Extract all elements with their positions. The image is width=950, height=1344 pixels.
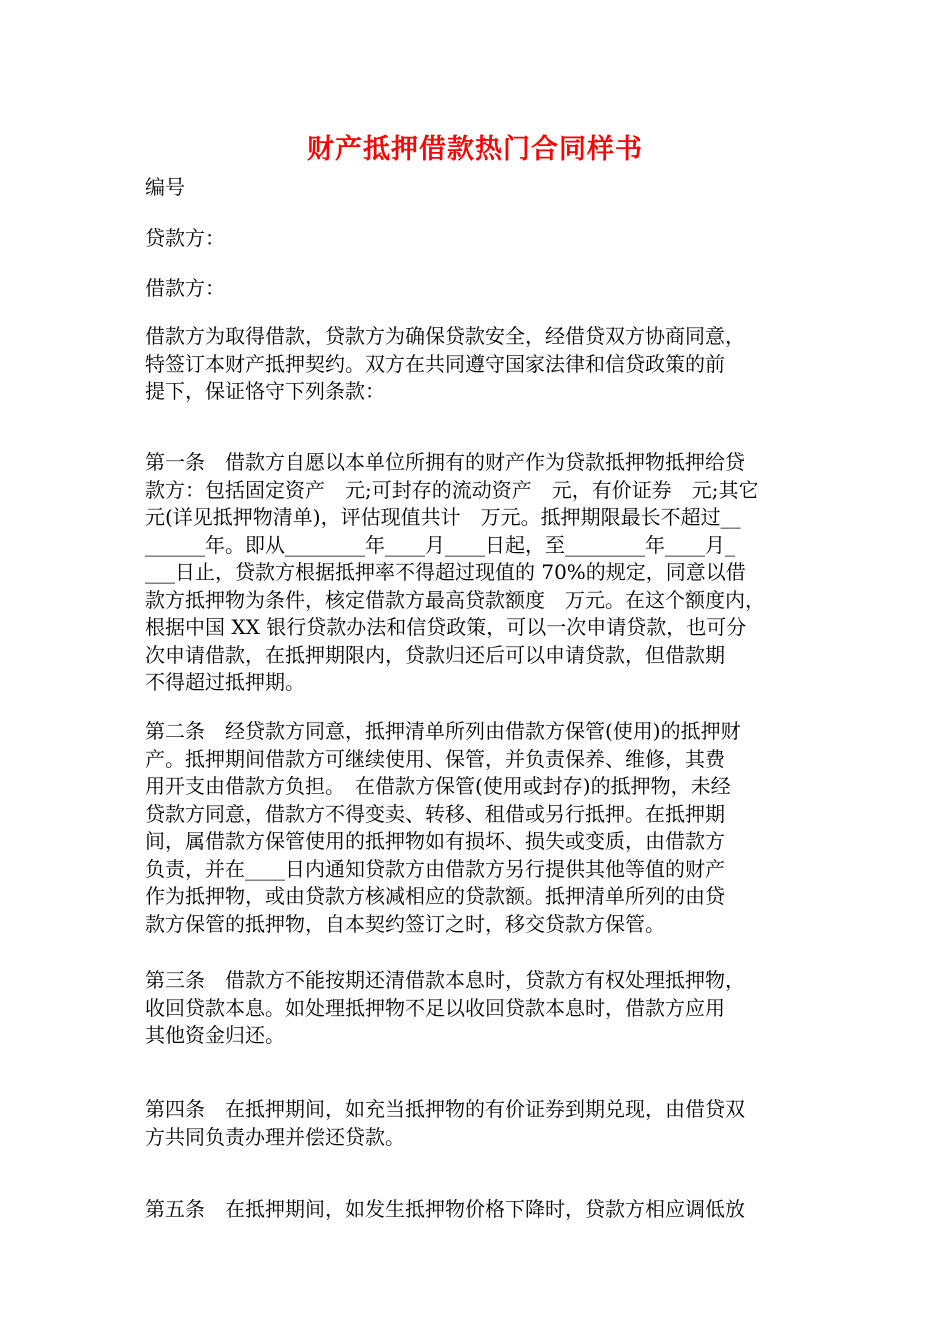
article-4: 第四条 在抵押期间，如充当抵押物的有价证券到期兑现，由借贷双 方共同负责办理并偿还贷款。 (145, 1097, 745, 1149)
borrower-label: 借款方： (145, 276, 225, 300)
lender-label: 贷款方： (145, 226, 225, 250)
intro-paragraph: 借款方为取得借款，贷款方为确保贷款安全，经借贷双方协商同意， 特签订本财产抵押契约。双方在共同遵守国家法律和信贷政策的前 提下，保证恪守下列条款： (145, 324, 745, 403)
contract-number-label: 编号 (145, 175, 185, 199)
article-5: 第五条 在抵押期间，如发生抵押物价格下降时，贷款方相应调低放 (145, 1197, 745, 1221)
article-2: 第二条 经贷款方同意，抵押清单所列由借款方保管(使用)的抵押财 产。抵押期间借款方可继续使用、保管，并负责保养、维修，其费 用开支由借款方负担。 在借款方保管(使用或封存)的抵押物，未经 贷款方同意，借款方不得变卖、转移、租借或另行抵押。在抵押期 间，属借款方保管使用的抵押物如有损坏、损失或变质，由借款方 负责，并在____日内通知贷款方由借款方另行提供其他等值的财产 作为抵押物，或由贷款方核减相应的贷款额。抵押清单所列的由贷 款方保管的抵押物，自本契约签订之时，移交贷款方保管。 (145, 719, 741, 936)
article-3: 第三条 借款方不能按期还清借款本息时，贷款方有权处理抵押物， 收回贷款本息。如处理抵押物不足以收回贷款本息时，借款方应用 其他资金归还。 (145, 968, 745, 1047)
article-1: 第一条 借款方自愿以本单位所拥有的财产作为贷款抵押物抵押给贷 款方：包括固定资产 元;可封存的流动资产 元，有价证券 元;其它 元(详见抵押物清单)，评估现值共计 万元。抵押期限最长不超过__ ______年。即从________年____月____日起，至________年____月_ ___日止，贷款方根据抵押率不得超过现值的 70%的规定，同意以借 款方抵押物为条件，核定借款方最高贷款额度 万元。在这个额度内， 根据中国 XX 银行贷款办法和信贷政策，可以一次申请贷款，也可分 次申请借款，在抵押期限内，贷款归还后可以申请贷款，但借款期 不得超过抵押期。 (145, 450, 765, 694)
document-title: 财产抵押借款热门合同样书 (307, 134, 643, 165)
